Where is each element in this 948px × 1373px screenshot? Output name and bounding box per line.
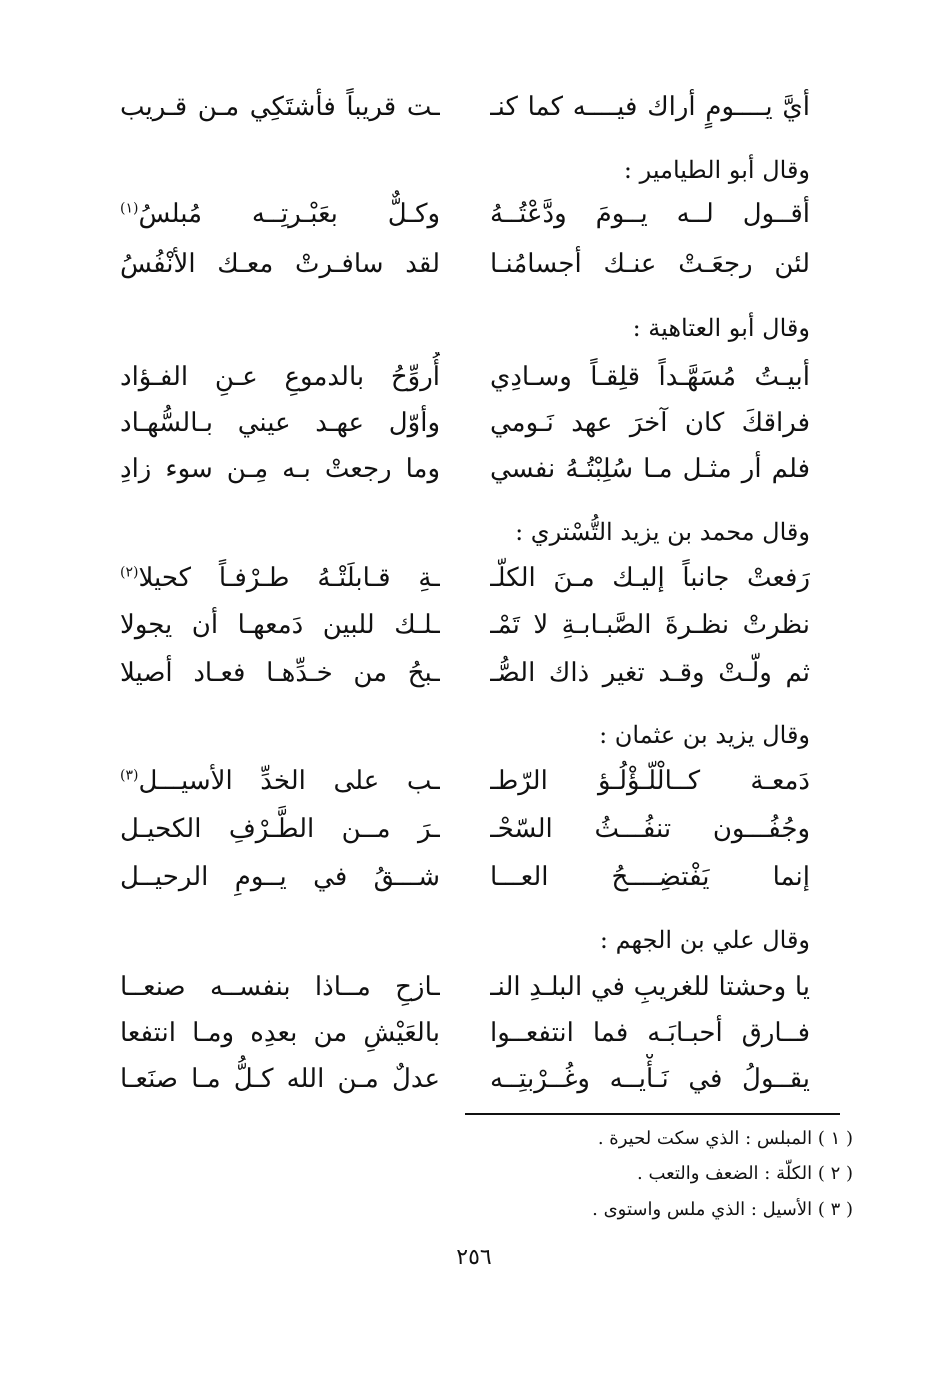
verse-text: وكـلٌّ بعَبْـرتِــه مُبلسُ [138, 199, 440, 229]
verse-first-hemistich: إنما يَفْتضِــــحُ العـــا [490, 862, 810, 892]
verse-text: ـب على الخدِّ الأسيـــل [138, 766, 440, 796]
poem-verse [120, 852, 810, 902]
verse-second-hemistich: ـرَ مــن الطَّـرْفِ الكحيـل [120, 814, 440, 844]
poem-verse [120, 352, 810, 402]
footnote: ( ٣ ) الأسيل : الذي ملس واستوى . [592, 1199, 853, 1220]
verse-second-hemistich: لقد سافـرتْ معـك الأنْفُسُ [120, 249, 440, 279]
verse-second-hemistich: بالعَيْشِ من بعدِه ومـا انتفعا [120, 1018, 440, 1048]
verse-first-hemistich: رَفعتْ جانباً إليـك مـنَ الكلّـ [490, 563, 810, 593]
poem-verse [120, 553, 810, 603]
verse-second-hemistich [120, 553, 440, 603]
verse-second-hemistich: ـلـك للبين دَمعهـا أن يجولا [120, 610, 440, 640]
verse-second-hemistich: عدلٌ مـن الله كـلُّ مـا صنَعـا [120, 1064, 440, 1094]
footnote-marker: (٣) [120, 767, 139, 784]
verse-second-hemistich: وما رجعتْ بـه مِـن سوء زادِ [120, 454, 440, 484]
footnote: ( ٢ ) الكلّة : الضعف والتعب . [637, 1163, 853, 1184]
verse-first-hemistich: نظرتْ نظـرةَ الصَّبـابـةِ لا تَمْـ [490, 610, 810, 640]
poet-intro: وقال أبو العتاهية : [632, 314, 810, 342]
verse-second-hemistich [120, 756, 440, 806]
verse-first-hemistich: يقــولُ في نَـأْيــه وغُــرْبتِــه [490, 1064, 810, 1094]
verse-first-hemistich: دَمعـة كــالْلّـؤْلُـؤ الرّطـ [490, 766, 810, 796]
poem-verse [120, 648, 810, 698]
verse-second-hemistich: شـــقُ في يــومِ الرحيــل [120, 862, 440, 892]
verse-first-hemistich: فــارق أحبـابَـه فما انتفعــوا [490, 1018, 810, 1048]
poem-verse [120, 444, 810, 494]
verse-second-hemistich: ـت قريباً فأشتَكِي مـن قـريب [120, 92, 440, 122]
verse-second-hemistich [120, 189, 440, 239]
verse-first-hemistich: وجُفُـــون تنفُـــثُ السّحْـ [490, 814, 810, 844]
verse-first-hemistich: فلم أر مثـل مـا سُلِبْتُـهُ نفسي [490, 454, 810, 484]
poet-intro: وقال يزيد بن عثمان : [599, 721, 810, 749]
poet-intro: وقال علي بن الجهم : [599, 926, 810, 954]
verse-text: ـةِ قـابلَتْـهُ طـرْفـاً كحيلا [138, 563, 440, 593]
poet-intro: وقال أبو الطيامير : [623, 156, 810, 184]
verse-first-hemistich: يا وحشتا للغريبِ في البلـدِ النـ [490, 972, 810, 1002]
poem-verse [120, 189, 810, 239]
poet-intro: وقال محمد بن يزيد التُّسْتري : [515, 518, 810, 546]
poem-verse [120, 962, 810, 1012]
footnote-marker: (٢) [120, 564, 139, 581]
verse-first-hemistich: أبيـتُ مُسَهَّـداً قلِقـاً وسـادِي [490, 362, 810, 392]
verse-second-hemistich: وأوّل عهـد عيني بـالسُّهـاد [120, 408, 440, 438]
verse-first-hemistich: ثم ولّـتْ وقـد تغير ذاك الصُّـ [490, 658, 810, 688]
page-number: ٢٥٦ [456, 1245, 492, 1270]
footnote: ( ١ ) المبلس : الذي سكت لحيرة . [597, 1128, 853, 1149]
poem-verse [120, 1008, 810, 1058]
poem-verse [120, 82, 810, 132]
poem-verse [120, 398, 810, 448]
verse-second-hemistich: ـازحِ مــاذا بنفســه صنعــا [120, 972, 440, 1002]
poem-verse [120, 1054, 810, 1104]
poem-verse [120, 239, 810, 289]
poem-verse [120, 804, 810, 854]
verse-first-hemistich: أقــول لــه يــومَ ودَّعْتُــهُ [490, 199, 810, 229]
poem-verse [120, 756, 810, 806]
verse-second-hemistich: أُروِّحُ بالدموعِ عـنِ الفـؤاد [120, 362, 440, 392]
footnote-divider [465, 1113, 840, 1115]
verse-second-hemistich: ـبحُ من خـدِّهـا فعـاد أصيلا [120, 658, 440, 688]
footnote-marker: (١) [120, 200, 139, 217]
verse-first-hemistich: أيَّ يــــومٍ أراك فيــــه كما كنـ [490, 92, 810, 122]
verse-first-hemistich: لئن رجعَـتْ عنـك أجسامُنـا [490, 249, 810, 279]
verse-first-hemistich: فراقكَ كان آخرَ عهد نَـومي [490, 408, 810, 438]
poem-verse [120, 600, 810, 650]
